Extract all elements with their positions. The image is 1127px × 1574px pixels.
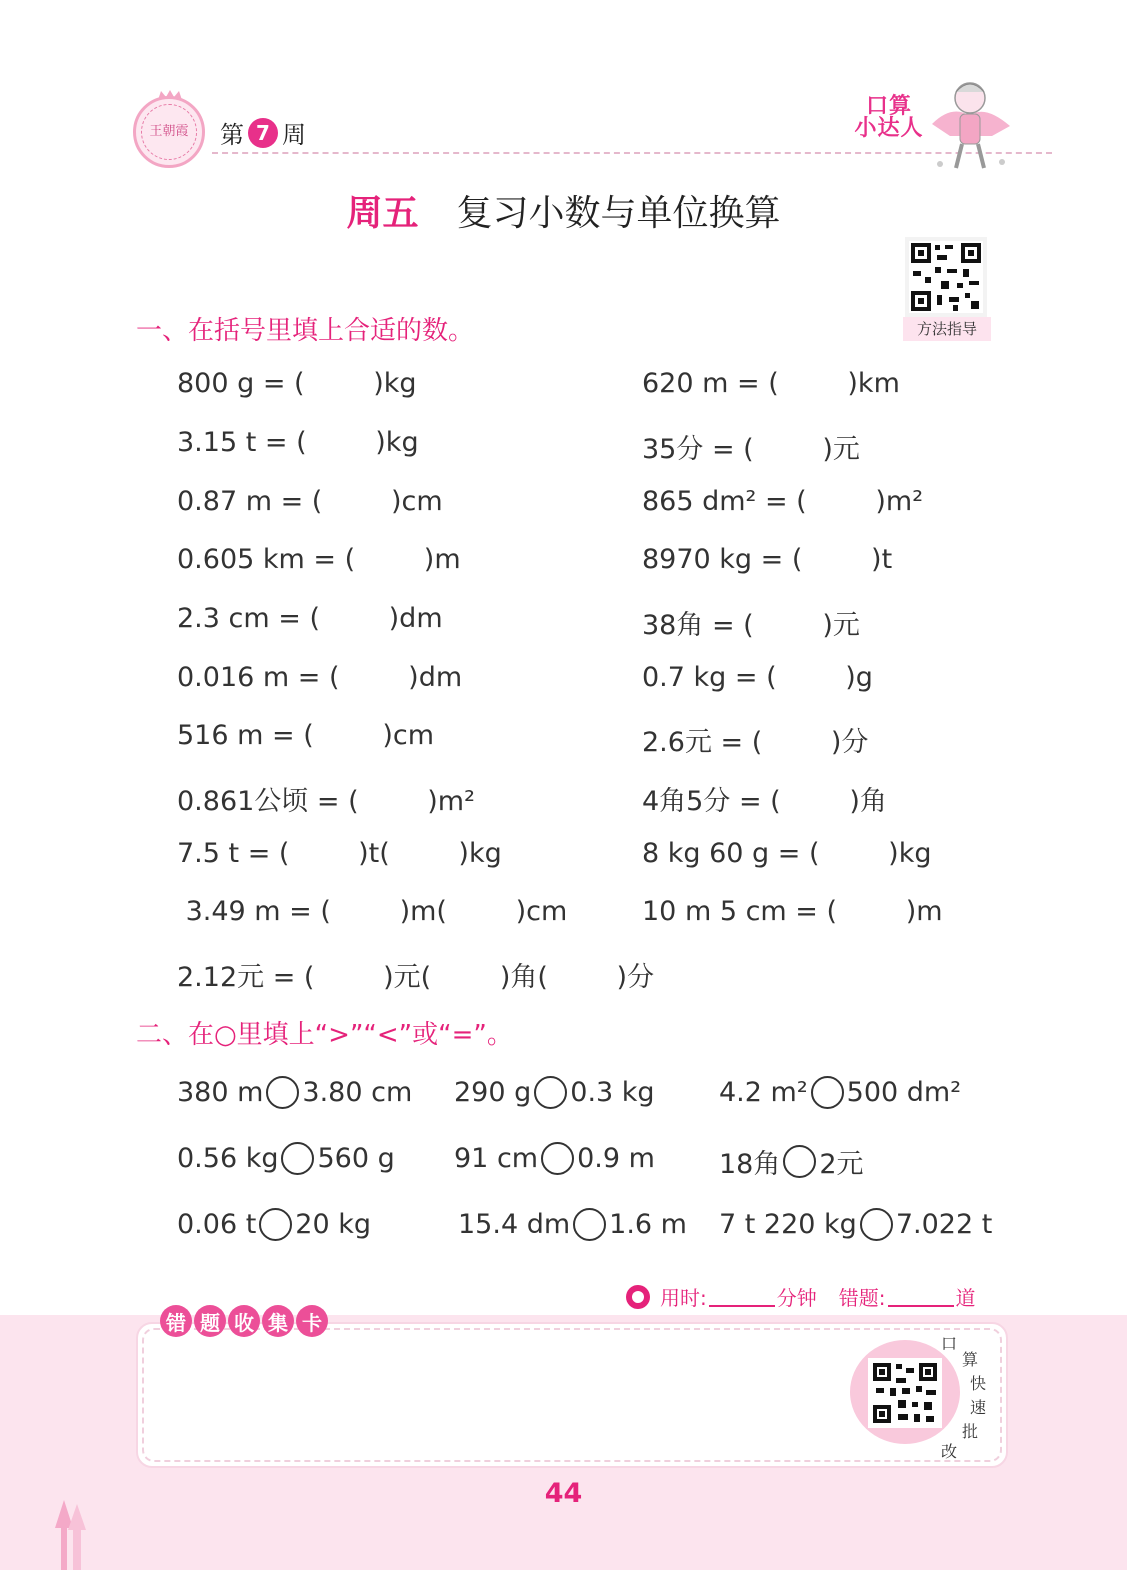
card-tag-char: 卡 xyxy=(296,1305,328,1337)
exercise-item: 800 g = ( )kg xyxy=(177,368,417,399)
answer-circle[interactable] xyxy=(811,1076,844,1109)
comparison-left: 4.2 m² xyxy=(719,1077,808,1108)
answer-circle[interactable] xyxy=(860,1208,893,1241)
comparison-left: 290 g xyxy=(454,1077,532,1108)
comparison-item xyxy=(177,1142,395,1175)
answer-circle[interactable] xyxy=(541,1142,574,1175)
quick-grading-qr-icon[interactable] xyxy=(868,1358,942,1428)
mascot-illustration xyxy=(922,74,1017,174)
comparison-right: 560 g xyxy=(317,1143,395,1174)
exercise-item: 7.5 t = ( )t( )kg xyxy=(177,838,502,869)
comparison-right: 0.3 kg xyxy=(570,1077,655,1108)
comparison-right: 1.6 m xyxy=(609,1209,687,1240)
comparison-right: 7.022 t xyxy=(895,1209,993,1240)
quick-grading-char: 改 xyxy=(941,1442,958,1461)
week-indicator xyxy=(220,115,306,150)
comparison-item xyxy=(719,1142,864,1181)
exercise-item: 8970 kg = ( )t xyxy=(642,544,893,575)
week-number-badge: 7 xyxy=(248,118,278,148)
answer-circle[interactable] xyxy=(783,1145,816,1178)
card-tag-char: 集 xyxy=(262,1305,294,1337)
comparison-item xyxy=(177,1076,412,1109)
comparison-left: 0.56 kg xyxy=(177,1143,279,1174)
logo-text: 王朝霞 xyxy=(141,104,197,160)
brand-line-2: 小达人 xyxy=(854,116,924,141)
exercise-item: 35分 = ( )元 xyxy=(642,434,860,465)
time-unit: 分钟 xyxy=(776,1286,817,1310)
comparison-right: 0.9 m xyxy=(577,1143,655,1174)
qr-code-icon[interactable] xyxy=(905,237,987,317)
exercise-item: 2.6元 = ( )分 xyxy=(642,727,869,758)
time-label: 用时: xyxy=(660,1286,707,1310)
quick-grading-char: 口 xyxy=(941,1334,958,1353)
exercise-item: 2.12元 = ( )元( )角( )分 xyxy=(177,962,655,993)
title-day: 周五 xyxy=(346,193,419,234)
error-label: 错题: xyxy=(838,1286,886,1310)
comparison-item xyxy=(458,1208,687,1241)
comparison-left: 18角 xyxy=(719,1149,781,1180)
comparison-item xyxy=(177,1208,371,1241)
comparison-item xyxy=(719,1208,992,1241)
card-tag-char: 错 xyxy=(160,1305,192,1337)
week-suffix: 周 xyxy=(282,121,306,149)
error-unit: 道 xyxy=(955,1286,976,1310)
answer-circle[interactable] xyxy=(259,1208,292,1241)
comparison-item xyxy=(454,1142,655,1175)
page-number: 44 xyxy=(544,1478,583,1509)
section-1-heading: 一、在括号里填上合适的数。 xyxy=(136,316,475,346)
exercise-item: 38角 = ( )元 xyxy=(642,610,860,641)
answer-circle[interactable] xyxy=(573,1208,606,1241)
title-main: 复习小数与单位换算 xyxy=(456,193,781,234)
up-arrow-icon xyxy=(55,1500,89,1570)
comparison-left: 7 t 220 kg xyxy=(719,1209,857,1240)
exercise-item: 0.87 m = ( )cm xyxy=(177,486,443,517)
page-title xyxy=(0,185,1127,236)
exercise-item: 0.016 m = ( )dm xyxy=(177,662,463,693)
error-blank[interactable] xyxy=(888,1287,954,1307)
answer-circle[interactable] xyxy=(534,1076,567,1109)
exercise-item: 0.7 kg = ( )g xyxy=(642,662,873,693)
comparison-left: 15.4 dm xyxy=(458,1209,571,1240)
brand-line-1: 口算 xyxy=(865,94,912,119)
stopwatch-icon xyxy=(626,1285,650,1309)
week-prefix: 第 xyxy=(220,121,244,149)
exercise-item: 0.861公顷 = ( )m² xyxy=(177,786,475,817)
exercise-item: 620 m = ( )km xyxy=(642,368,900,399)
comparison-right: 3.80 cm xyxy=(302,1077,413,1108)
answer-circle[interactable] xyxy=(281,1142,314,1175)
comparison-right: 20 kg xyxy=(295,1209,372,1240)
comparison-item xyxy=(454,1076,655,1109)
quick-grading-char: 批 xyxy=(962,1422,979,1441)
exercise-item: 4角5分 = ( )角 xyxy=(642,786,887,817)
exercise-item: 3.15 t = ( )kg xyxy=(177,427,419,458)
exercise-item: 8 kg 60 g = ( )kg xyxy=(642,838,932,869)
comparison-left: 0.06 t xyxy=(177,1209,257,1240)
time-blank[interactable] xyxy=(709,1287,775,1307)
exercise-item: 0.605 km = ( )m xyxy=(177,544,461,575)
comparison-left: 91 cm xyxy=(454,1143,539,1174)
quick-grading-char: 速 xyxy=(970,1398,987,1417)
exercise-item: 2.3 cm = ( )dm xyxy=(177,603,443,634)
card-tag-char: 收 xyxy=(228,1305,260,1337)
exercise-item: 865 dm² = ( )m² xyxy=(642,486,924,517)
exercise-item: 3.49 m = ( )m( )cm xyxy=(177,896,568,927)
error-card-tag xyxy=(160,1305,328,1337)
card-tag-char: 题 xyxy=(194,1305,226,1337)
answer-circle[interactable] xyxy=(266,1076,299,1109)
comparison-item xyxy=(719,1076,961,1109)
qr-method-guide-label: 方法指导 xyxy=(903,317,991,341)
exercise-item: 10 m 5 cm = ( )m xyxy=(642,896,943,927)
quick-grading-char: 算 xyxy=(962,1350,979,1369)
quick-grading-char: 快 xyxy=(970,1374,987,1393)
section-2-heading: 二、在○里填上“>”“<”或“=”。 xyxy=(136,1020,513,1050)
comparison-right: 2元 xyxy=(819,1149,864,1180)
comparison-left: 380 m xyxy=(177,1077,264,1108)
series-brand xyxy=(850,96,928,140)
comparison-right: 500 dm² xyxy=(846,1077,962,1108)
brand-logo xyxy=(133,96,205,168)
exercise-item: 516 m = ( )cm xyxy=(177,720,435,751)
time-record xyxy=(626,1282,976,1311)
